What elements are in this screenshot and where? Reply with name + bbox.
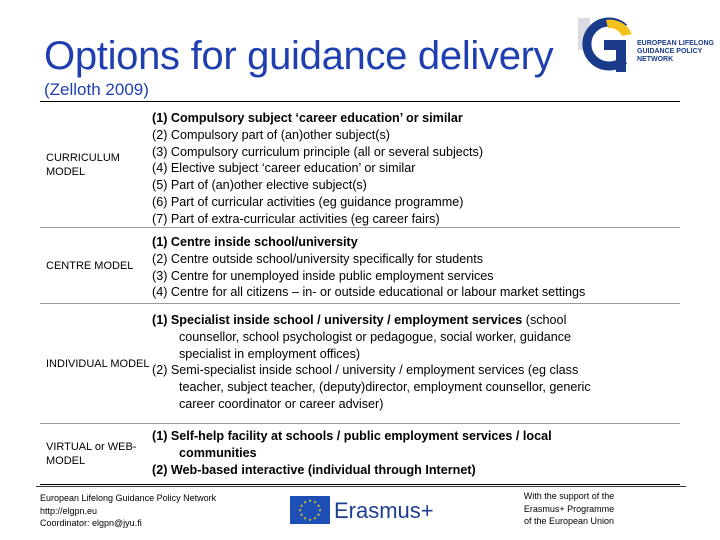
logo-line: EUROPEAN LIFELONG	[637, 40, 715, 47]
list-item: (1) Self-help facility at schools / public employment services / local	[152, 429, 552, 443]
row-label: VIRTUAL or WEB-MODEL	[46, 441, 137, 467]
svg-text:★: ★	[308, 498, 312, 503]
support-line: With the support of the	[523, 491, 615, 501]
elgpn-logo-text	[637, 40, 714, 64]
svg-text:★: ★	[299, 503, 304, 508]
footer-divider	[36, 486, 686, 487]
slide-subtitle: (Zelloth 2009)	[44, 80, 149, 99]
footer-org-name: European Lifelong Guidance Policy Network	[40, 493, 217, 503]
svg-text:★: ★	[298, 507, 302, 513]
list-item: (2) Centre outside school/university specifically for students	[152, 251, 484, 266]
list-item-continuation: career coordinator or career adviser)	[179, 396, 384, 411]
row-content	[152, 228, 680, 303]
row-content	[152, 424, 680, 484]
eu-flag-icon	[290, 496, 330, 524]
svg-text:★: ★	[299, 512, 304, 517]
list-item-bold: (1) Specialist inside school / university / employment services	[152, 313, 523, 327]
list-item: (2) Compulsory part of (an)other subject(s)	[152, 127, 390, 142]
list-item: (3) Compulsory curriculum principle (all or several subjects)	[152, 144, 484, 159]
list-item: (2) Web-based interactive (individual through Internet)	[152, 462, 476, 477]
svg-text:★: ★	[303, 515, 307, 521]
list-item: (2) Semi-specialist inside school / university / employment services (eg class	[152, 363, 579, 378]
list-item: (4) Elective subject ‘career education’ or similar	[152, 161, 416, 176]
elgpn-logo-icon	[578, 14, 638, 78]
footer-coordinator: Coordinator: elgpn@jyu.fi	[40, 518, 142, 528]
svg-text:★: ★	[303, 499, 307, 505]
erasmus-logo	[290, 496, 450, 526]
table-row-curriculum	[40, 101, 680, 227]
list-item: (7) Part of extra-curricular activities (eg career fairs)	[152, 211, 440, 226]
list-item-continuation: teacher, subject teacher, (deputy)director, employment counsellor, generic	[179, 380, 591, 395]
row-label: INDIVIDUAL MODEL	[46, 357, 150, 370]
svg-text:★: ★	[313, 515, 317, 521]
guidance-models-table	[40, 101, 680, 485]
list-item	[152, 312, 680, 329]
list-item-rest: (school	[522, 313, 567, 327]
list-item-continuation: communities	[179, 445, 257, 460]
footer-support	[508, 490, 630, 528]
table-row-centre	[40, 227, 680, 303]
logo-line: GUIDANCE POLICY	[637, 48, 703, 55]
list-item: (5) Part of (an)other elective subject(s)	[152, 178, 367, 193]
support-line: of the European Union	[523, 516, 615, 526]
footer-url: http://elgpn.eu	[40, 505, 98, 516]
table-row-virtual	[40, 423, 680, 485]
svg-text:★: ★	[316, 503, 321, 508]
logo-line: NETWORK	[637, 56, 674, 63]
svg-text:★: ★	[313, 499, 317, 505]
slide-title: Options for guidance delivery	[44, 34, 554, 78]
svg-text:★: ★	[316, 512, 321, 517]
row-label: CURRICULUM MODEL	[46, 151, 120, 178]
table-row-individual	[40, 303, 680, 423]
svg-text:★: ★	[308, 517, 312, 522]
row-content	[152, 304, 680, 423]
row-label: CENTRE MODEL	[46, 259, 134, 272]
list-item: (1) Centre inside school/university	[152, 235, 358, 249]
list-item: (3) Centre for unemployed inside public employment services	[152, 268, 494, 283]
support-line: Erasmus+ Programme	[523, 503, 615, 514]
elgpn-logo	[578, 14, 718, 78]
list-item: (4) Centre for all citizens – in- or outside educational or labour market settings	[152, 285, 586, 300]
list-item: (1) Compulsory subject ‘career education’ or similar	[152, 111, 463, 125]
svg-text:★: ★	[318, 507, 322, 513]
list-item-continuation: specialist in employment offices)	[179, 346, 361, 361]
list-item-continuation: counsellor, school psychologist or pedagogue, social worker, guidance	[179, 329, 572, 344]
list-item: (6) Part of curricular activities (eg guidance programme)	[152, 194, 464, 209]
erasmus-wordmark: Erasmus+	[334, 498, 434, 523]
footer-contact	[40, 492, 216, 530]
row-content	[152, 102, 680, 227]
